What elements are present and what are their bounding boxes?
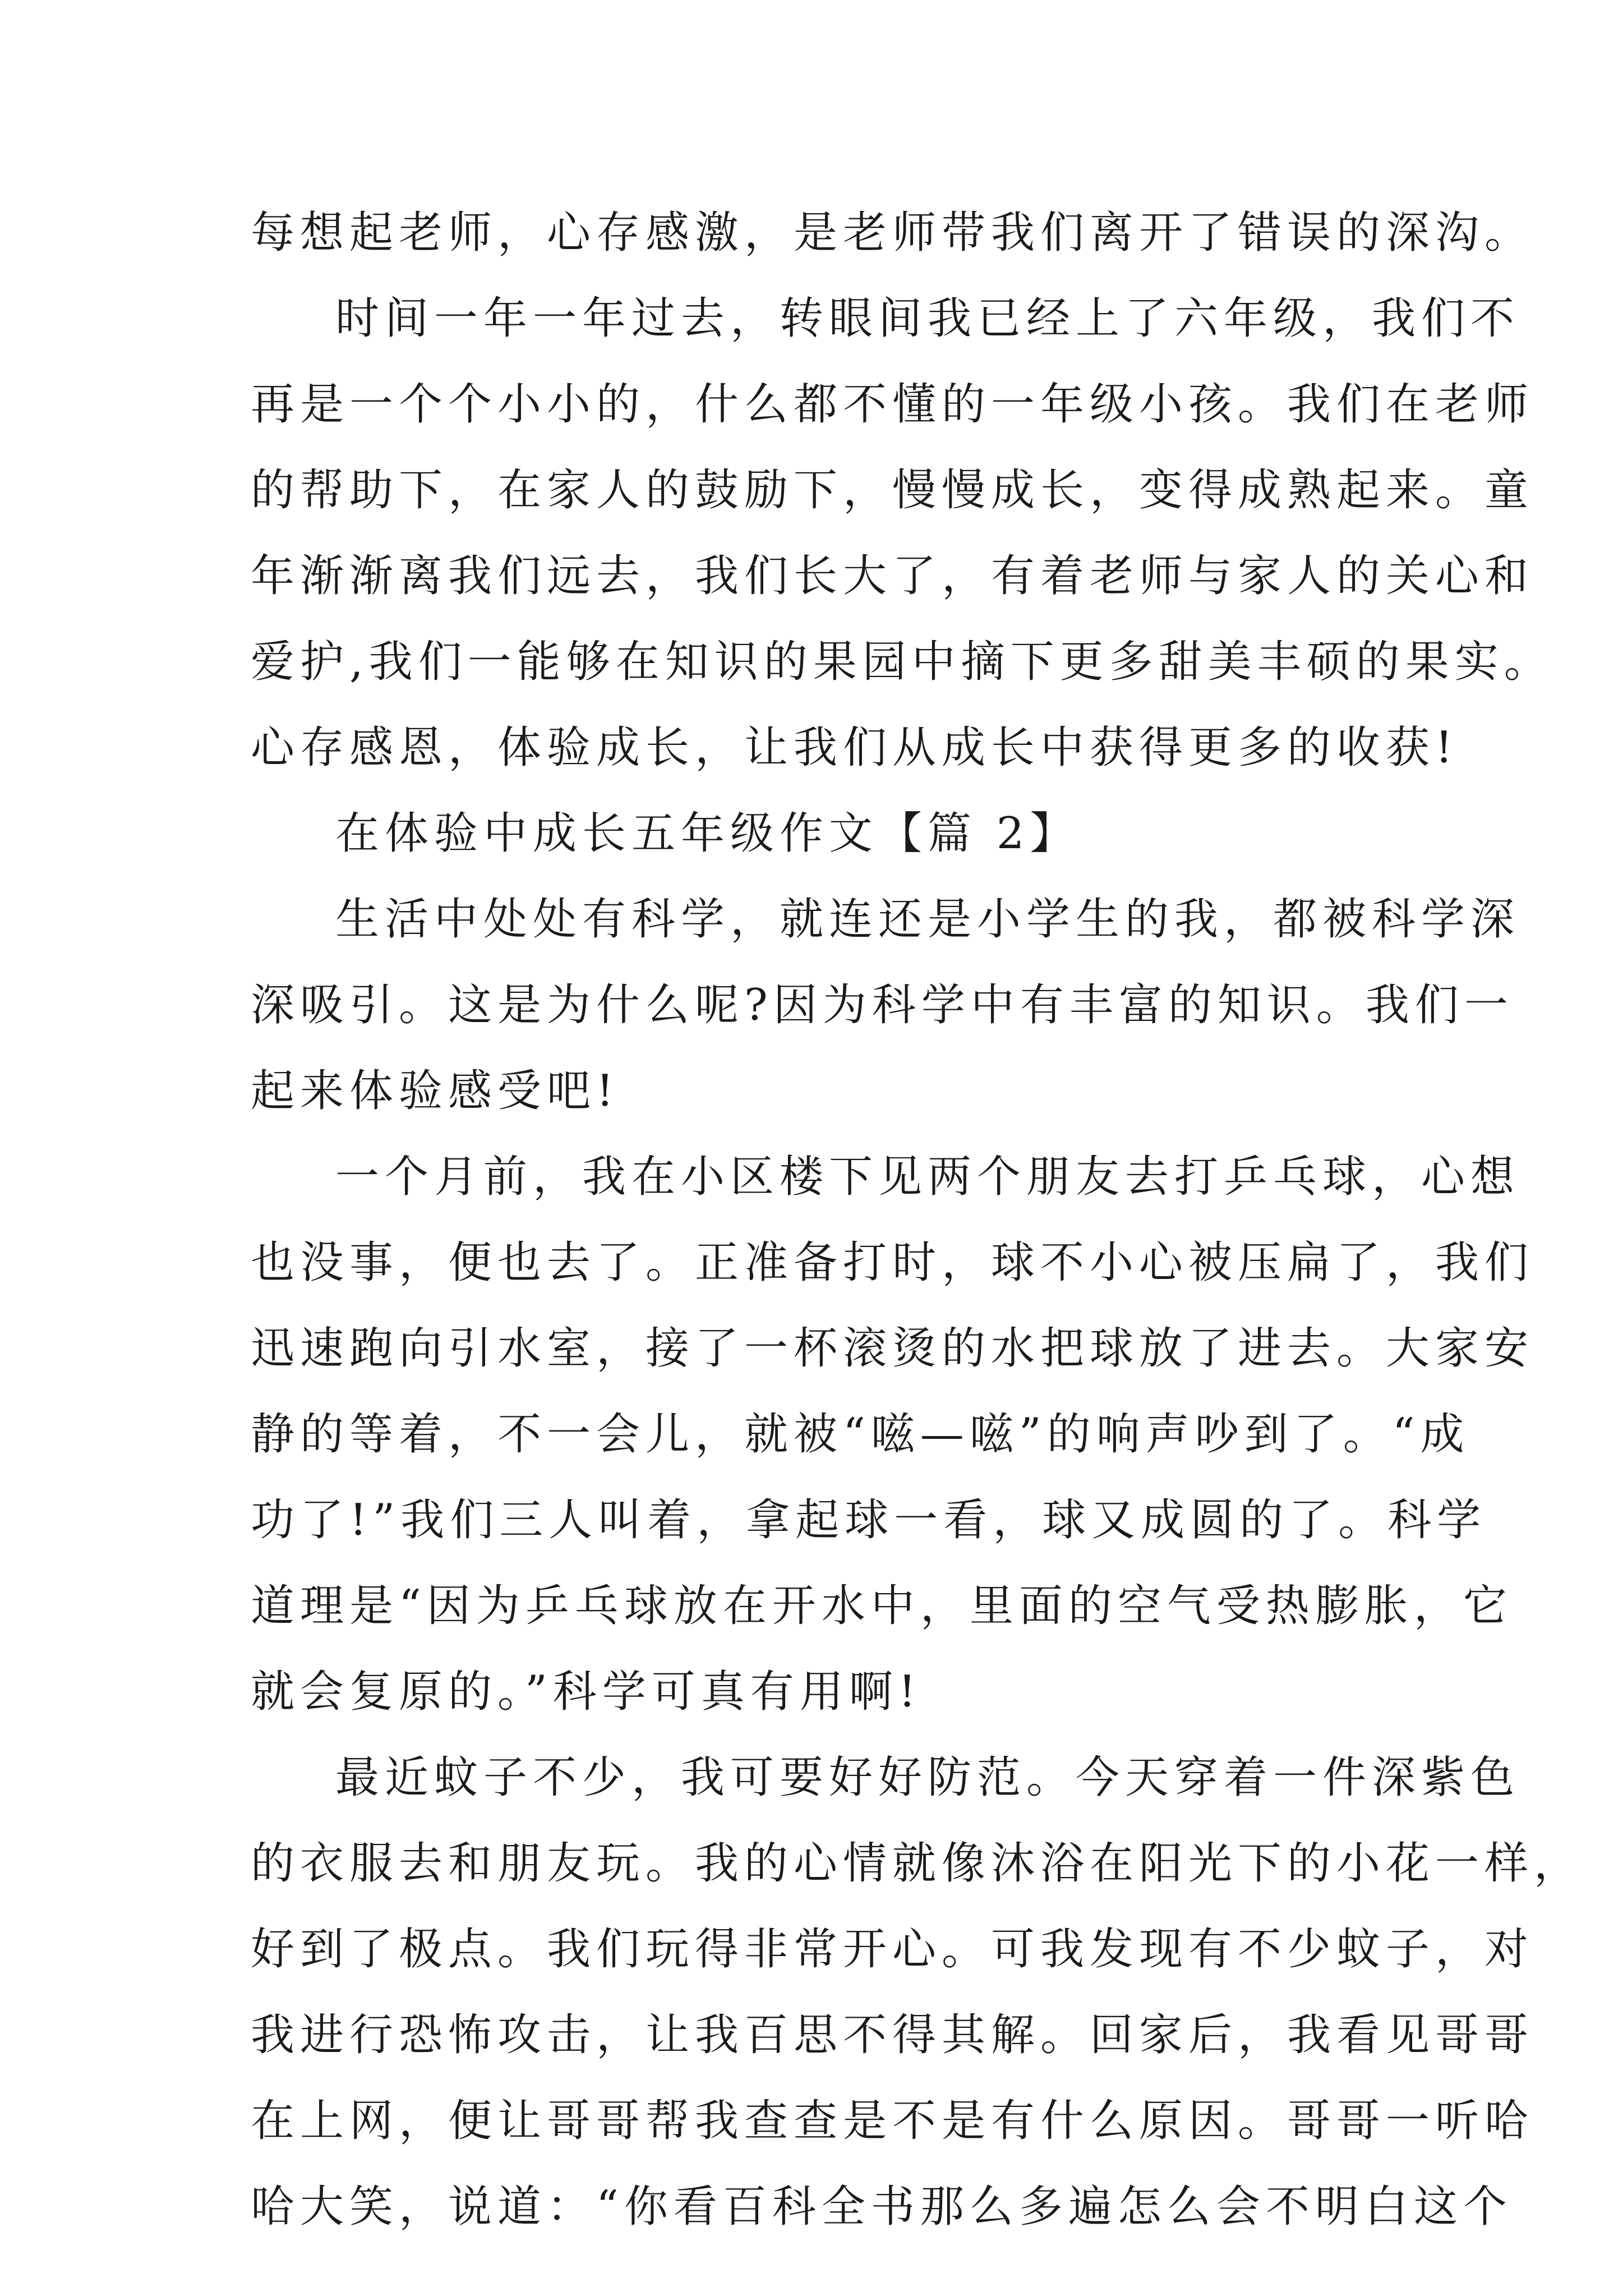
text-line: 道理是“因为乒乓球放在开水中，里面的空气受热膨胀，它 [251, 1581, 1513, 1631]
text-line: 的衣服去和朋友玩。我的心情就像沐浴在阳光下的小花一样， [251, 1838, 1584, 1889]
text-line: 年渐渐离我们远去，我们长大了，有着老师与家人的关心和 [251, 551, 1534, 601]
text-line: 起来体验感受吧! [251, 1066, 620, 1116]
paragraph-first-line: 最近蚊子不少，我可要好好防范。今天穿着一件深紫色 [335, 1752, 1520, 1803]
text-line: 哈大笑，说道：“你看百科全书那么多遍怎么会不明白这个 [251, 2182, 1513, 2232]
text-line: 心存感恩，体验成长，让我们从成长中获得更多的收获! [251, 723, 1459, 773]
text-line: 我进行恐怖攻击，让我百思不得其解。回家后，我看见哥哥 [251, 2010, 1534, 2060]
text-line: 在上网，便让哥哥帮我查查是不是有什么原因。哥哥一听哈 [251, 2096, 1534, 2146]
text-line: 每想起老师，心存感激，是老师带我们离开了错误的深沟。 [251, 208, 1534, 258]
paragraph-first-line: 时间一年一年过去，转眼间我已经上了六年级，我们不 [335, 293, 1520, 344]
text-line: 深吸引。这是为什么呢?因为科学中有丰富的知识。我们一 [251, 980, 1514, 1030]
text-line: 爱护,我们一能够在知识的果园中摘下更多甜美丰硕的果实。 [251, 637, 1553, 687]
section-heading: 在体验中成长五年级作文【篇 2】 [335, 808, 1080, 859]
text-line: 功了!”我们三人叫着，拿起球一看，球又成圆的了。科学 [251, 1495, 1487, 1545]
text-line: 好到了极点。我们玩得非常开心。可我发现有不少蚊子，对 [251, 1924, 1534, 1975]
paragraph-first-line: 一个月前，我在小区楼下见两个朋友去打乒乓球，心想 [335, 1152, 1520, 1202]
text-line: 再是一个个小小的，什么都不懂的一年级小孩。我们在老师 [251, 379, 1534, 430]
text-line: 的帮助下，在家人的鼓励下，慢慢成长，变得成熟起来。童 [251, 465, 1534, 516]
paragraph-first-line: 生活中处处有科学，就连还是小学生的我，都被科学深 [335, 894, 1520, 945]
text-line: 就会复原的。”科学可真有用啊! [251, 1667, 922, 1717]
text-line: 迅速跑向引水室，接了一杯滚烫的水把球放了进去。大家安 [251, 1323, 1534, 1374]
text-line: 静的等着，不一会儿，就被“嗞—嗞”的响声吵到了。“成 [251, 1409, 1470, 1460]
text-line: 也没事，便也去了。正准备打时，球不小心被压扁了，我们 [251, 1237, 1534, 1288]
